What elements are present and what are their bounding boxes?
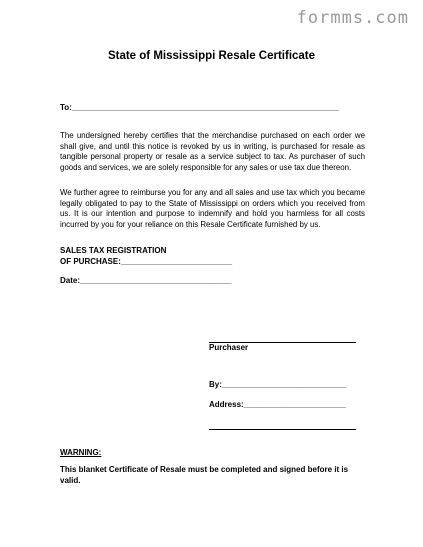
date-field-line: Date:__________________________________	[60, 276, 232, 285]
registration-label: SALES TAX REGISTRATION	[60, 246, 167, 255]
site-watermark: formms.com	[296, 8, 409, 28]
purchaser-label: Purchaser	[209, 343, 249, 352]
certification-paragraph: The undersigned hereby certifies that the merchandise purchased on each order we shall give, and until this notice is revoked by us in writing, is purchased for resale as tangible personal property or resale as a service subject to tax. As purchaser of such goods and services, we are solely responsible for any sales or use tax due thereon.	[60, 131, 365, 172]
registration-field-line: OF PURCHASE:_________________________	[60, 257, 233, 266]
by-field-line: By:____________________________	[209, 380, 347, 389]
address-field-line: Address:_______________________	[209, 400, 347, 409]
document-title: State of Mississippi Resale Certificate	[107, 50, 316, 62]
warning-text: This blanket Certificate of Resale must be completed and signed before it is valid.	[60, 465, 349, 485]
warning-heading: WARNING:	[60, 448, 102, 457]
address-second-line	[209, 429, 356, 430]
reimbursement-paragraph: We further agree to reimburse you for any and all sales and use tax which you became legally obligated to pay to the State of Mississippi on orders which you received from us. It is our intention and purpose to indemnify and hold you harmless for all costs incurred by you for your reliance on this Resale Certificate furnished by us.	[60, 188, 365, 229]
to-field-line: To:____________________________________________________________	[60, 103, 339, 112]
